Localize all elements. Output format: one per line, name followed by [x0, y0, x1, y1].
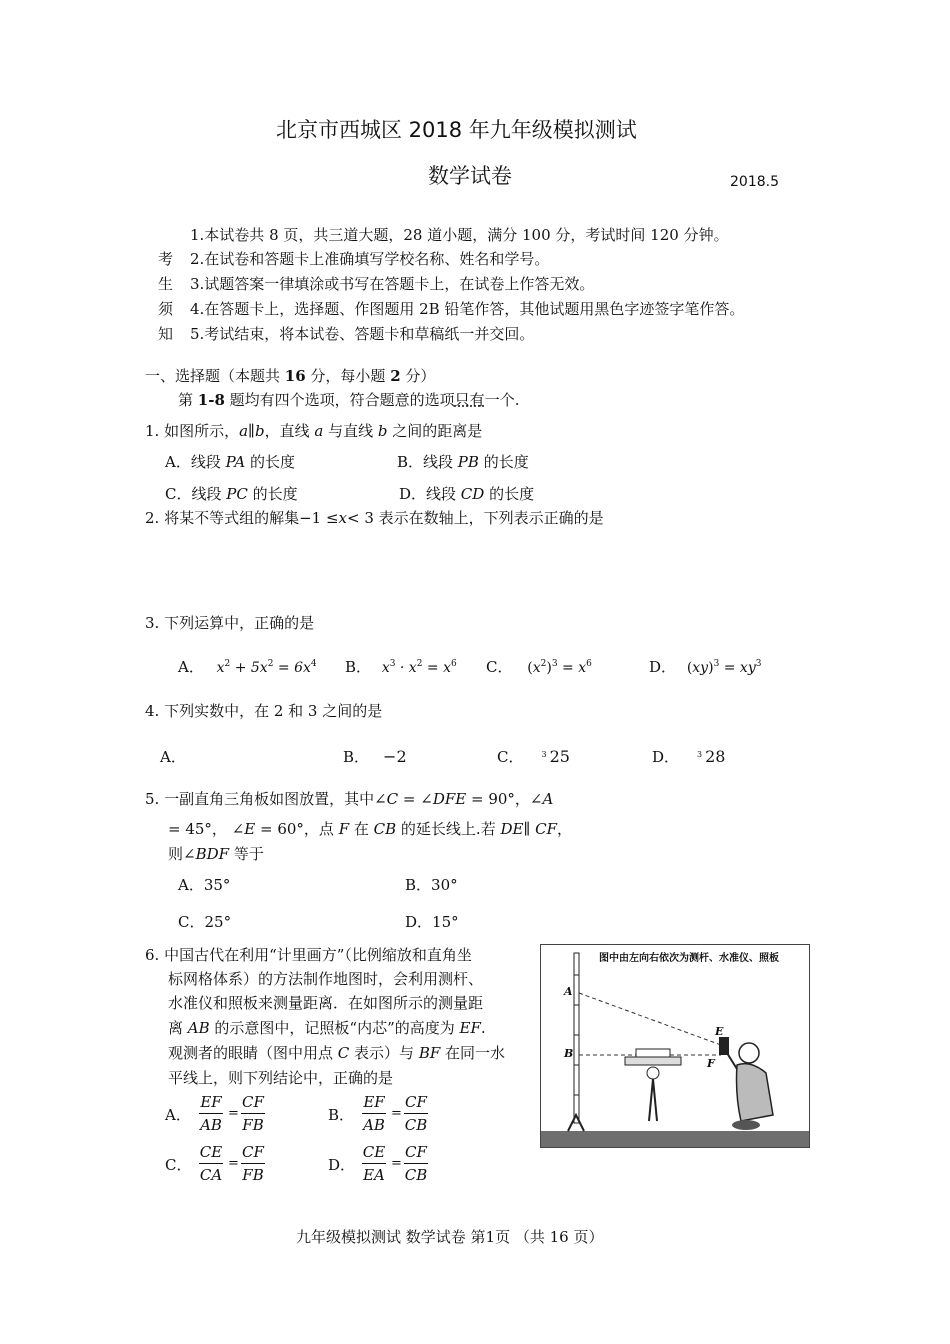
q3-option-d[interactable]: D． $(xy)^3 = xy^3$ [649, 658, 762, 676]
ground [541, 1131, 809, 1147]
measuring-pole [574, 953, 579, 1123]
q6-option-d[interactable]: D． CE EA = CF CB [328, 1143, 428, 1184]
question-6-stem-line: 水准仪和照板来测量距离．在如图所示的测量距 [168, 994, 484, 1012]
q1-option-d[interactable]: D．线段 CD 的长度 [399, 485, 535, 503]
sighting-board [719, 1037, 729, 1055]
notice-item: 5.考试结束，将本试卷、答题卡和草稿纸一并交回。 [190, 325, 535, 343]
question-6-stem-line: 观测者的眼睛（图中用点 C 表示）与 BF 在同一水 [168, 1044, 506, 1062]
q6-option-c[interactable]: C． CE CA = CF FB [165, 1143, 264, 1184]
observer-head [739, 1043, 759, 1063]
q4-option-c[interactable]: C． $^3$ 25 [497, 747, 570, 766]
notice-item: 2.在试卷和答题卡上准确填写学校名称、姓名和学号。 [190, 250, 550, 268]
q3-option-b[interactable]: B． $x^3 \cdot x^2 = x^6$ [345, 658, 457, 676]
sight-line-a [579, 993, 724, 1045]
page-footer: 九年级模拟测试 数学试卷 第1页 （共 16 页） [296, 1228, 604, 1246]
q4-option-a[interactable]: A． [160, 748, 186, 766]
q4-option-b[interactable]: B． −2 [343, 747, 407, 766]
question-6-stem-line: 平线上，则下列结论中，正确的是 [168, 1069, 394, 1087]
notice-item: 3.试题答案一律填涂或书写在答题卡上，在试卷上作答无效。 [190, 275, 595, 293]
q4-option-d[interactable]: D． $^3$ 28 [652, 747, 726, 766]
section-heading: 一、选择题（本题共 16 分，每小题 2 分） [145, 367, 436, 385]
q1-option-b[interactable]: B．线段 PB 的长度 [397, 453, 529, 471]
notice-side-char: 生 [158, 275, 174, 293]
question-4-stem: 4. 下列实数中，在 2 和 3 之间的是 [145, 702, 383, 720]
level-instrument [625, 1057, 681, 1065]
q6-option-a[interactable]: A． EF AB = CF FB [165, 1093, 264, 1134]
notice-item: 4.在答题卡上，选择题、作图题用 2B 铅笔作答，其他试题用黑色字迹签字笔作答。 [190, 300, 745, 318]
figure-caption: 图中由左向右依次为测杆、水准仪、照板 [599, 953, 779, 964]
q3-option-c[interactable]: C． $(x^2)^3 = x^6$ [486, 658, 592, 676]
q5-option-a[interactable]: A．35° [178, 876, 231, 894]
figure-label-f: F [707, 1057, 715, 1070]
question-2-stem: 2. 将某不等式组的解集−1 ≤x< 3 表示在数轴上，下列表示正确的是 [145, 509, 604, 527]
q6-option-b[interactable]: B． EF AB = CF CB [328, 1093, 428, 1134]
section-instruction: 第 1-8 题均有四个选项，符合题意的选项只有一个. [178, 391, 520, 409]
exam-date: 2018.5 [730, 174, 779, 190]
notice-item: 1.本试卷共 8 页，共三道大题，28 道小题，满分 100 分，考试时间 120 分钟。 [190, 226, 729, 244]
figure-label-e: E [715, 1025, 724, 1038]
measurement-figure [540, 944, 810, 1148]
figure-label-b: B [564, 1047, 574, 1060]
notice-side-char: 知 [158, 325, 174, 343]
question-3-stem: 3. 下列运算中，正确的是 [145, 614, 315, 632]
question-5-stem-line3: 则∠BDF 等于 [168, 845, 264, 863]
q1-option-c[interactable]: C．线段 PC 的长度 [165, 485, 298, 503]
notice-side-char: 考 [158, 250, 174, 268]
observer-body [737, 1064, 774, 1121]
notice-side-char: 须 [158, 300, 174, 318]
q3-option-a[interactable]: A． $x^2 + 5x^2 = 6x^4$ [178, 658, 317, 676]
question-6-stem-line: 离 AB 的示意图中，记照板“内芯”的高度为 EF. [168, 1019, 486, 1037]
q5-option-c[interactable]: C．25° [178, 913, 232, 931]
question-5-stem-line2: = 45°， ∠E = 60°，点 F 在 CB 的延长线上.若 DE∥ CF， [168, 820, 573, 838]
question-1-stem: 1. 如图所示，a∥b，直线 a 与直线 b 之间的距离是 [145, 422, 483, 440]
question-6-stem: 6. 中国古代在利用“计里画方”（比例缩放和直角坐 [145, 946, 472, 964]
q1-option-a[interactable]: A．线段 PA 的长度 [165, 453, 295, 471]
emphasized-text: 只有 [454, 391, 485, 409]
question-5-stem: 5. 一副直角三角板如图放置，其中∠C = ∠DFE = 90°，∠A [145, 790, 554, 808]
q5-option-d[interactable]: D．15° [405, 913, 459, 931]
page-subtitle: 数学试卷 [428, 164, 512, 188]
question-6-stem-line: 标网格体系）的方法制作地图时，会利用测杆、 [168, 970, 484, 988]
page-title: 北京市西城区 2018 年九年级模拟测试 [276, 118, 637, 142]
figure-label-a: A [564, 985, 573, 998]
q5-option-b[interactable]: B．30° [405, 876, 458, 894]
figure-drawing [541, 945, 809, 1147]
